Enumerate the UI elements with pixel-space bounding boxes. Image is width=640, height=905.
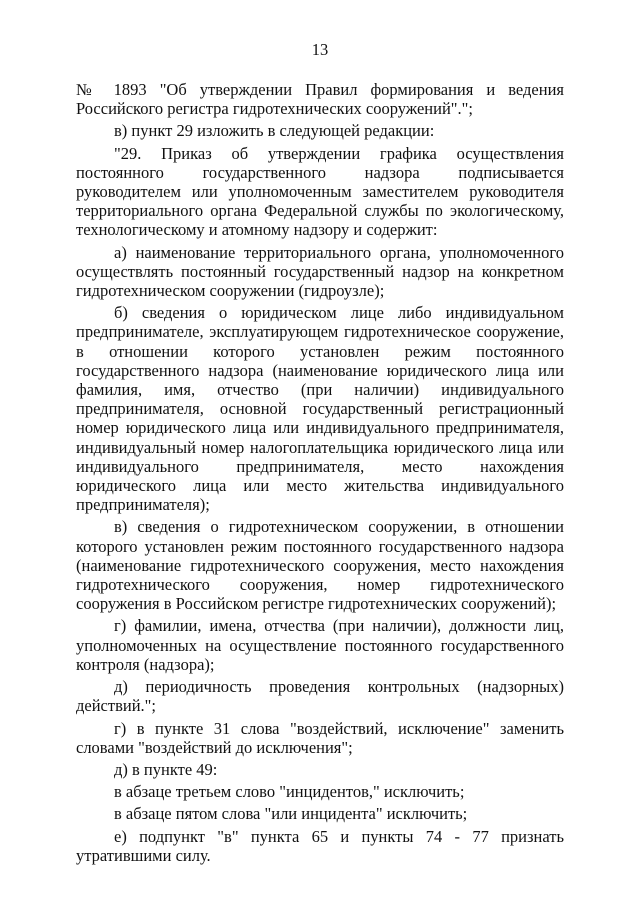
paragraph-abzac-third: в абзаце третьем слово "инцидентов," исключить; [114, 782, 465, 802]
paragraph-item-v-point-29: в) пункт 29 изложить в следующей редакции: [114, 121, 435, 141]
document-body [76, 80, 564, 868]
paragraph-continuation: № 1893 "Об утверждении Правил формирования и ведения Российского регистра гидротехнических сооружений"."; [76, 80, 564, 119]
paragraph-item-d-point-49: д) в пункте 49: [114, 759, 218, 779]
paragraph-point-29-text: "29. Приказ об утверждении графика осуществления постоянного государственного надзора подписывается руководителем или уполномоченным заместителем руководителя территориального органа Федеральной службы по экологическому, технологическому и атомному надзору и содержит: [76, 143, 564, 240]
page-number: 13 [311, 40, 329, 59]
paragraph-subitem-a: а) наименование территориального органа, уполномоченного осуществлять постоянный государственный надзор на конкретном гидротехническом сооружении (гидроузле); [76, 242, 564, 301]
paragraph-subitem-v: в) сведения о гидротехническом сооружении, в отношении которого установлен режим постоянного государственного надзора (наименование гидротехнического сооружения, место нахождения гидротехнического сооружения, номер гидротехнического сооружения в Российском регистре гидротехнических сооружений); [76, 517, 564, 614]
paragraph-item-e: е) подпункт "в" пункта 65 и пункты 74 - 77 признать утратившими силу. [76, 826, 564, 865]
paragraph-subitem-b: б) сведения о юридическом лице либо индивидуальном предпринимателе, эксплуатирующем гидротехническое сооружение, в отношении которого установлен режим постоянного государственного надзора (наименование юридического лица или фамилия, имя, отчество (при наличии) индивидуального предпринимателя, основной государственный регистрационный номер юридического лица или индивидуального предпринимателя, индивидуальный номер налогоплательщика юридического лица или индивидуального предпринимателя, место нахождения юридического лица или место жительства индивидуального предпринимателя); [76, 303, 564, 515]
paragraph-item-g-point-31: г) в пункте 31 слова "воздействий, исключение" заменить словами "воздействий до исключения"; [76, 718, 564, 757]
paragraph-subitem-g: г) фамилии, имена, отчества (при наличии), должности лиц, уполномоченных на осуществление постоянного государственного контроля (надзора); [76, 616, 564, 674]
paragraph-abzac-fifth: в абзаце пятом слова "или инцидента" исключить; [114, 804, 468, 824]
paragraph-subitem-d: д) периодичность проведения контрольных (надзорных) действий."; [76, 677, 564, 716]
